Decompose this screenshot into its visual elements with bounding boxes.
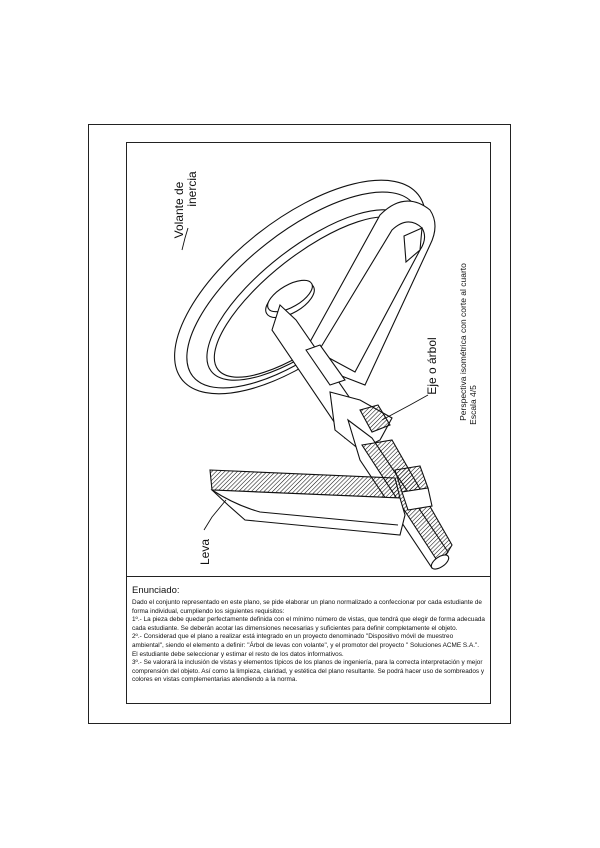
isometric-drawing [127,143,490,575]
leader-cam [204,500,226,530]
statement-paragraph: Dado el conjunto representado en este plano, se pide elaborar un plano normalizado a confeccionar por cada estudiante de forma individual, cumpliendo los siguientes requisitos: [132,599,482,615]
statement-paragraph: 3º.- Se valorará la inclusión de vistas y elementos típicos de los planos de ingeniería, para la correcta interpretación y mejor comprensión del objeto. Así como la limpieza, claridad, y estética del plano resultante. Se podrá hacer uso de sombreados y colores en vistas complementarias atendiendo a la norma. [132,659,485,684]
label-flywheel-line1: Volante de [172,181,186,239]
statement-title: Enunciado: [132,585,180,596]
label-cam: Leva [198,538,212,566]
cam [210,466,432,535]
view-note-line1: Perspectiva isométrica con corte al cuarto [458,263,468,421]
statement-paragraph: 1º.- La pieza debe quedar perfectamente definida con el mínimo número de vistas, que tendrá que elegir de forma adecuada cada estudiante. Se deberán acotar las dimensiones necesarias y suficientes para definir completamente el objeto. [132,616,485,632]
statement-box [126,576,491,704]
view-note-line2: Escala 4/5 [468,385,478,425]
label-shaft: Eje o árbol [425,337,439,395]
label-flywheel-line2: inercia [185,171,199,207]
statement-paragraph: 2º.- Considerad que el plano a realizar está integrado en un proyecto denominado "Dispositivo móvil de muestreo ambiental", siendo el elemento a definir: "Árbol de levas con volante", y el promotor del proyecto " Soluciones ACME S.A.". El estudiante debe seleccionar y estimar el resto de los datos informativos. [132,633,480,658]
leader-shaft [382,395,428,420]
